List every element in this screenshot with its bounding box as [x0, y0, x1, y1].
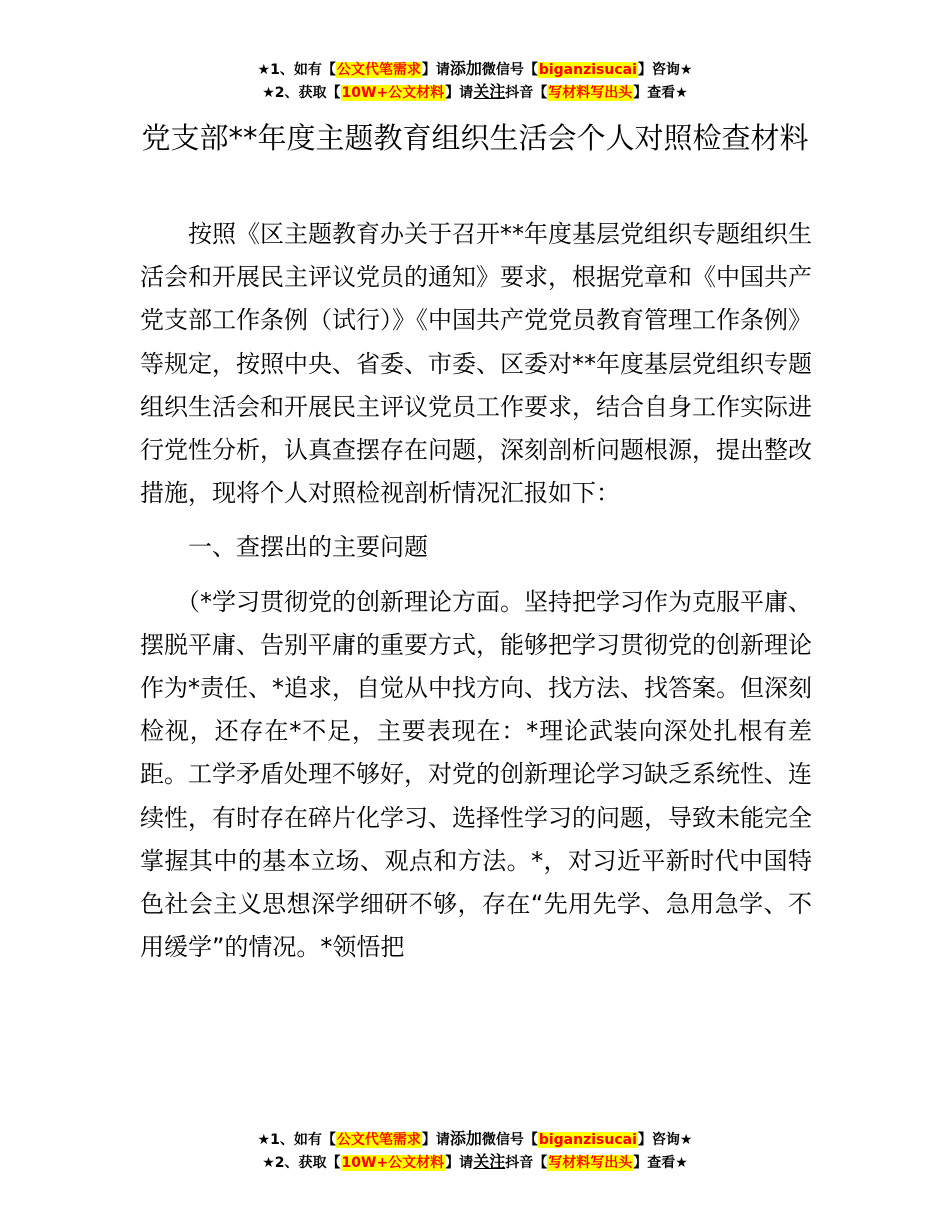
intro-paragraph: 按照《区主题教育办关于召开**年度基层党组织专题组织生活会和开展民主评议党员的通知》要求，根据党章和《中国共产党支部工作条例（试行）》《中国共产党党员教育管理工作条例》等规定，按照中央、省委、市委、区委对**年度基层党组织专题组织生活会和开展民主评议党员工作要求，结合自身工作实际进行党性分析，认真查摆存在问题，深刻剖析问题根源，提出整改措施，现将个人对照检视剖析情况汇报如下： — [140, 220, 812, 508]
banner-text: 】查看★ — [633, 1155, 688, 1171]
emphasis-text: 关注 — [473, 82, 506, 101]
bracket: 】请 — [445, 85, 474, 101]
banner-line-1 — [0, 58, 950, 81]
bracket: 【 — [533, 1155, 548, 1171]
highlight-service: 公文代笔需求 — [336, 62, 421, 78]
bracket: 】请 — [421, 1132, 450, 1148]
bracket: 【 — [321, 1132, 336, 1148]
top-banner — [0, 58, 950, 104]
banner-text: 】咨询★ — [637, 1132, 693, 1148]
banner-text: ★1、如有 — [257, 62, 322, 78]
highlight-wechat-id: biganzisucai — [538, 1132, 637, 1148]
highlight-materials: 10W+公文材料 — [341, 1155, 445, 1171]
banner-text: ★2、获取 — [262, 85, 327, 101]
bracket: 【 — [523, 1132, 538, 1148]
bracket: 】请 — [421, 62, 450, 78]
banner-text: ★1、如有 — [257, 1132, 322, 1148]
highlight-materials: 10W+公文材料 — [341, 85, 445, 101]
bracket: 【 — [523, 62, 538, 78]
highlight-account: 写材料写出头 — [548, 85, 633, 101]
banner-text: 抖音 — [505, 85, 534, 101]
banner-text: 抖音 — [505, 1155, 534, 1171]
section-body-paragraph: （*学习贯彻党的创新理论方面。坚持把学习作为克服平庸、摆脱平庸、告别平庸的重要方式，能够把学习贯彻党的创新理论作为*责任、*追求，自觉从中找方向、找方法、找答案。但深刻检视，还存在*不足，主要表现在：*理论武装向深处扎根有差距。工学矛盾处理不够好，对党的创新理论学习缺乏系统性、连续性，有时存在碎片化学习、选择性学习的问题，导致未能完全掌握其中的基本立场、观点和方法。*，对习近平新时代中国特色社会主义思想深学细研不够，存在“先用先学、急用急学、不用缓学”的情况。*领悟把 — [140, 587, 812, 962]
banner-text: 微信号 — [481, 1132, 524, 1148]
bracket: 【 — [326, 85, 341, 101]
bracket: 】请 — [445, 1155, 474, 1171]
highlight-wechat-id: biganzisucai — [538, 62, 637, 78]
banner-line-1 — [0, 1128, 950, 1151]
bracket: 【 — [321, 62, 336, 78]
document-title: 党支部**年度主题教育组织生活会个人对照检查材料 — [141, 121, 809, 155]
banner-line-2 — [0, 81, 950, 104]
document-body — [140, 213, 812, 969]
emphasis-text: 添加 — [449, 59, 482, 78]
banner-line-2 — [0, 1151, 950, 1174]
bracket: 【 — [533, 85, 548, 101]
emphasis-text: 添加 — [449, 1129, 482, 1148]
banner-text: 微信号 — [481, 62, 524, 78]
banner-text: 】咨询★ — [637, 62, 693, 78]
emphasis-text: 关注 — [473, 1152, 506, 1171]
banner-text: ★2、获取 — [262, 1155, 327, 1171]
bottom-banner — [0, 1128, 950, 1174]
highlight-service: 公文代笔需求 — [336, 1132, 421, 1148]
bracket: 【 — [326, 1155, 341, 1171]
section-heading: 一、查摆出的主要问题 — [188, 533, 428, 562]
banner-text: 】查看★ — [633, 85, 688, 101]
highlight-account: 写材料写出头 — [548, 1155, 633, 1171]
